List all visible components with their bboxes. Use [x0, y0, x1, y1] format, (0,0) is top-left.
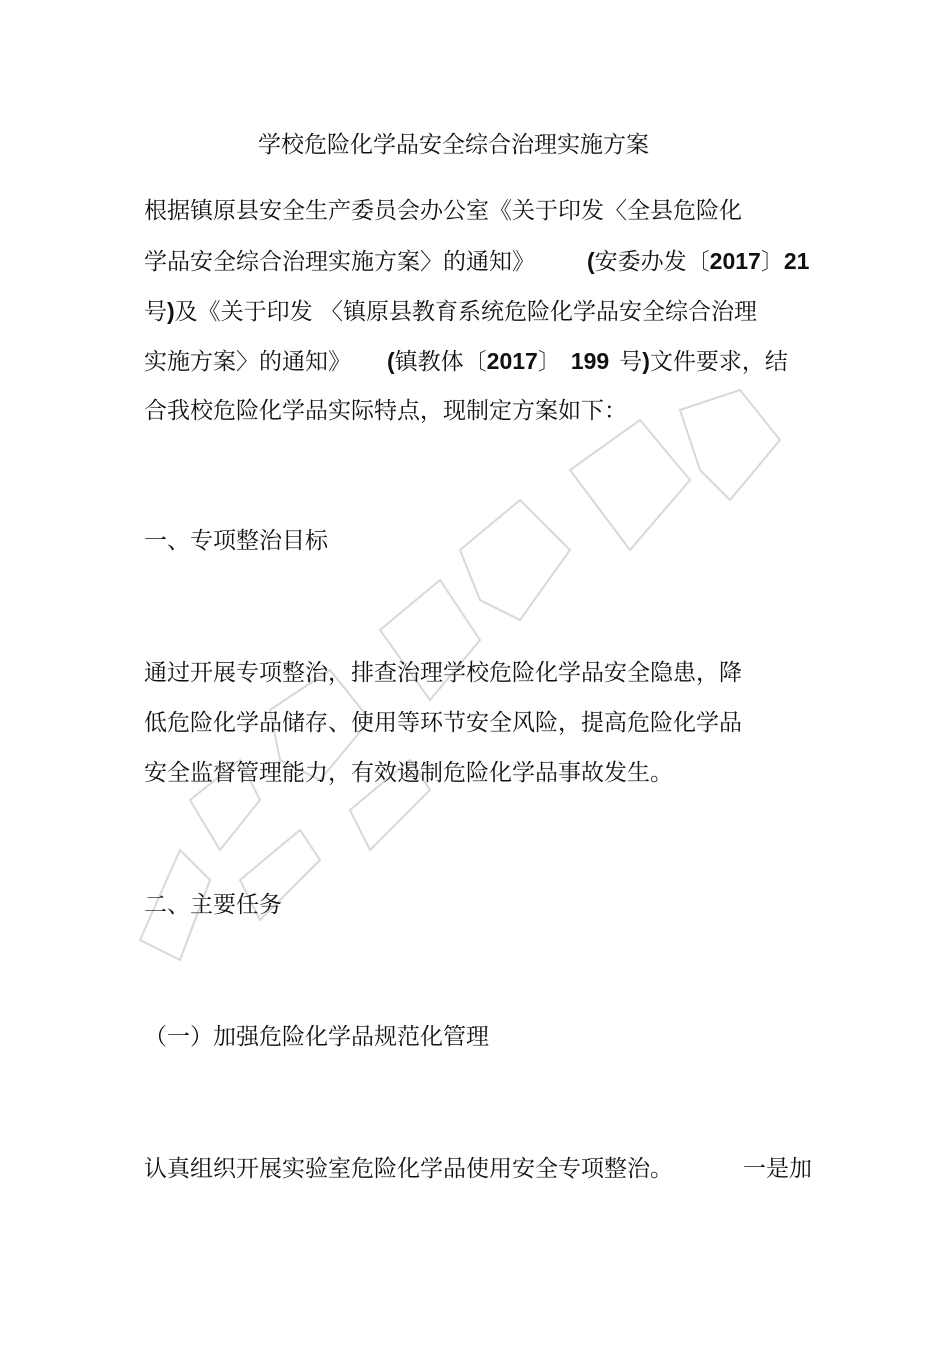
doc-ref-bracket-2: 〕: [537, 349, 561, 375]
section-1-line-2: 低危险化学品储存、使用等环节安全风险，提高危险化学品: [144, 710, 742, 736]
hao-char-2: 号: [619, 349, 643, 375]
doc-ref-number: 21: [783, 248, 810, 274]
intro-line-2: [144, 246, 809, 277]
hao-char: 号: [144, 299, 167, 325]
subsection-1-line-1-end: 一是加: [743, 1156, 812, 1182]
paren-close: ): [167, 298, 175, 324]
intro-line-2-text: 学品安全综合治理实施方案〉的通知》: [144, 249, 535, 275]
section-2-heading: 二、主要任务: [144, 892, 282, 918]
intro-line-4-end: 文件要求，结: [649, 349, 788, 375]
doc-ref-year: 2017: [709, 248, 761, 274]
intro-line-4-text: 实施方案〉的通知》: [144, 349, 351, 375]
intro-line-5: 合我校危险化学品实际特点，现制定方案如下：: [144, 398, 627, 424]
intro-line-3-text: 及《关于印发 〈镇原县教育系统危险化学品安全综合治理: [174, 299, 757, 325]
intro-line-3: [144, 296, 757, 327]
doc-ref-number-2: 199: [570, 348, 610, 374]
section-1-line-1: 通过开展专项整治，排查治理学校危险化学品安全隐患，降: [144, 660, 742, 686]
doc-ref-year-2: 2017: [486, 348, 538, 374]
paren-open-2: (: [387, 348, 395, 374]
paren-open: (: [587, 248, 595, 274]
subsection-1-line-1: [144, 1154, 812, 1184]
paren-close-2: ): [642, 348, 650, 374]
document-title: 学校危险化学品安全综合治理实施方案: [258, 132, 649, 158]
doc-ref-prefix: 安委办发〔: [594, 249, 710, 275]
subsection-1-heading: （一）加强危险化学品规范化管理: [144, 1024, 489, 1050]
doc-ref-prefix-2: 镇教体〔: [394, 349, 487, 375]
intro-line-4: [144, 346, 788, 377]
doc-ref-bracket: 〕: [760, 249, 784, 275]
section-1-line-3: 安全监督管理能力，有效遏制危险化学品事故发生。: [144, 760, 673, 786]
subsection-1-line-1-text: 认真组织开展实验室危险化学品使用安全专项整治。: [144, 1156, 673, 1182]
intro-line-1: 根据镇原县安全生产委员会办公室《关于印发〈全县危险化: [144, 198, 742, 224]
section-1-heading: 一、专项整治目标: [144, 528, 328, 554]
